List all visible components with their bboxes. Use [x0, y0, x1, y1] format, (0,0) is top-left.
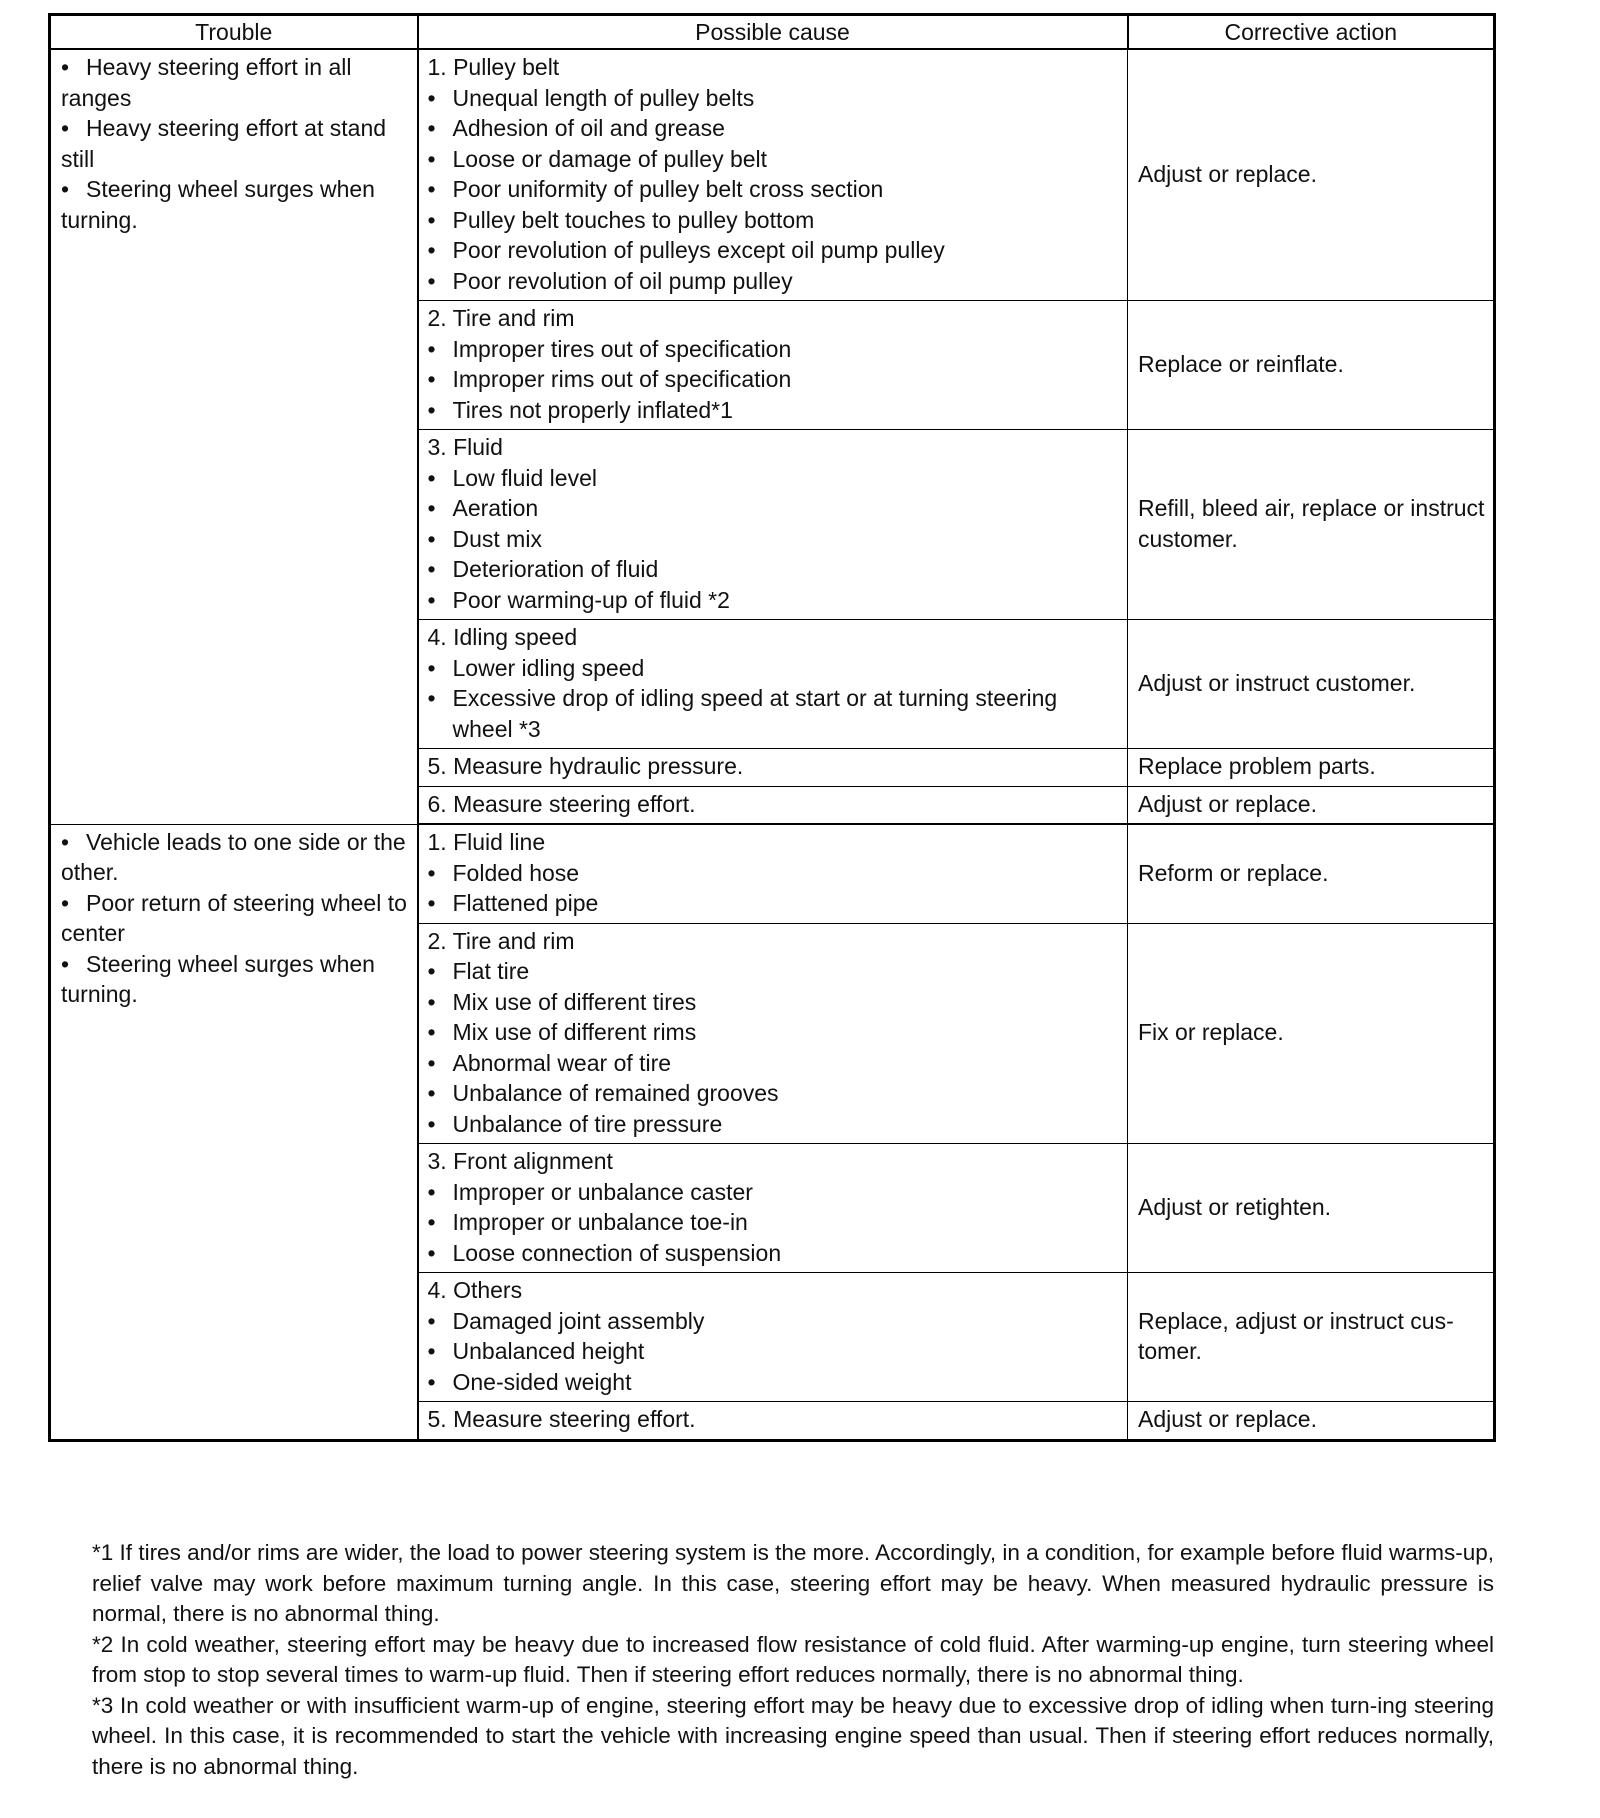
- bullet-icon: •: [427, 1239, 436, 1266]
- cause-title: 4. Others: [427, 1277, 523, 1303]
- cause-item: [428, 987, 1120, 1018]
- bullet-icon: •: [61, 115, 70, 141]
- cause-title: 3. Fluid: [427, 434, 503, 460]
- cause-item-text: Lower idling speed: [452, 654, 645, 681]
- cause-item-text: Poor uniformity of pulley belt cross section: [452, 176, 884, 202]
- cause-title: 3. Front alignment: [427, 1148, 613, 1174]
- bullet-icon: •: [61, 54, 70, 80]
- footnote: *1 If tires and/or rims are wider, the load to power steering system is the more. Accordingly, in a condition, for example before fluid warms-up, relief valve may work before maximum turning angle. In this case, steering effort may be heavy. When measured hydraulic pressure is normal, there is no abnormal thing.: [92, 1540, 1494, 1626]
- cause-item: [428, 1367, 1120, 1398]
- bullet-icon: •: [427, 1110, 436, 1137]
- corrective-action: Adjust or replace.: [1128, 1402, 1495, 1441]
- cause-item-text: Mix use of different tires: [452, 988, 697, 1015]
- cause-cell: [418, 430, 1128, 620]
- cause-cell: [418, 1144, 1128, 1273]
- corrective-action: Replace problem parts.: [1128, 749, 1495, 787]
- table-row: [50, 49, 1495, 301]
- bullet-icon: •: [427, 1049, 436, 1076]
- cause-item: [428, 1238, 1120, 1269]
- bullet-icon: •: [427, 685, 436, 711]
- cause-item: [428, 683, 1120, 744]
- cause-item: [428, 364, 1120, 395]
- bullet-icon: •: [427, 1209, 436, 1235]
- cause-item-text: Unbalanced height: [452, 1338, 645, 1364]
- cause-title: 1. Pulley belt: [427, 54, 560, 80]
- trouble-cell: [50, 49, 418, 824]
- cause-item-text: Low fluid level: [452, 464, 597, 491]
- cause-item-text: Unbalance of tire pressure: [452, 1110, 723, 1137]
- cause-title: 2. Tire and rim: [427, 305, 575, 331]
- cause-item: [428, 144, 1120, 175]
- header-corrective-action: Corrective action: [1128, 15, 1495, 50]
- cause-item: [428, 1177, 1120, 1208]
- cause-cell: [418, 301, 1128, 430]
- cause-item-text: Deterioration of fluid: [452, 556, 659, 582]
- cause-title: 1. Fluid line: [427, 829, 546, 855]
- trouble-item: [61, 174, 409, 235]
- bullet-icon: •: [61, 828, 70, 855]
- cause-item: [428, 554, 1120, 585]
- cause-item: [428, 1078, 1120, 1109]
- corrective-action: Adjust or retighten.: [1128, 1144, 1495, 1273]
- cause-item-text: Poor revolution of oil pump pulley: [452, 267, 793, 294]
- cause-item-text: Flat tire: [452, 958, 530, 984]
- corrective-action: Reform or replace.: [1128, 824, 1495, 923]
- cause-item-text: Improper rims out of specification: [452, 366, 792, 392]
- cause-item: [428, 174, 1120, 205]
- table-row: [50, 824, 1495, 923]
- cause-item-text: Loose connection of suspension: [452, 1239, 782, 1266]
- bullet-icon: •: [427, 176, 436, 202]
- trouble-text: Heavy steering effort in all ranges: [61, 54, 352, 111]
- cause-item: [428, 1207, 1120, 1238]
- bullet-icon: •: [427, 495, 436, 521]
- cause-item: [428, 1336, 1120, 1367]
- bullet-icon: •: [427, 396, 436, 423]
- cause-item-text: Loose or damage of pulley belt: [452, 145, 768, 172]
- cause-item-text: Abnormal wear of tire: [452, 1049, 672, 1076]
- bullet-icon: •: [427, 958, 436, 984]
- bullet-icon: •: [61, 176, 70, 202]
- cause-item: [428, 266, 1120, 297]
- trouble-text: Vehicle leads to one side or the other.: [61, 828, 406, 885]
- cause-item: [428, 205, 1120, 236]
- cause-cell: [418, 786, 1128, 824]
- cause-item: [428, 1109, 1120, 1140]
- cause-cell: [418, 923, 1128, 1144]
- cause-item-text: One-sided weight: [452, 1368, 632, 1395]
- cause-item: [428, 585, 1120, 616]
- cause-item: [428, 1306, 1120, 1337]
- cause-title: 4. Idling speed: [427, 624, 578, 650]
- bullet-icon: •: [427, 464, 436, 491]
- bullet-icon: •: [427, 115, 436, 141]
- cause-item: [428, 113, 1120, 144]
- trouble-text: Poor return of steering wheel to center: [61, 889, 407, 946]
- table-body: [50, 49, 1495, 1440]
- footnote: *3 In cold weather or with insufficient warm-up of engine, steering effort may be heavy due to excessive drop of idling when turn-ing steering wheel. In this case, it is recommended to start the vehicle with increasing engine speed than usual. Then if steering effort reduces normally, there is no abnormal thing.: [92, 1692, 1494, 1779]
- cause-item: [428, 463, 1120, 494]
- cause-item: [428, 395, 1120, 426]
- cause-item-text: Improper or unbalance caster: [452, 1178, 753, 1205]
- cause-item-text: Poor warming-up of fluid *2: [452, 586, 730, 613]
- cause-item: [428, 83, 1120, 114]
- cause-title: 5. Measure steering effort.: [427, 1406, 696, 1432]
- header-row: [50, 15, 1495, 50]
- cause-item-text: Excessive drop of idling speed at start or at turning steering wheel *3: [452, 685, 1058, 742]
- cause-item-text: Pulley belt touches to pulley bottom: [452, 206, 815, 233]
- cause-title: 2. Tire and rim: [427, 927, 575, 954]
- cause-item-text: Improper tires out of specification: [452, 335, 792, 362]
- header-possible-cause: Possible cause: [418, 15, 1128, 50]
- cause-title: 6. Measure steering effort.: [427, 790, 696, 817]
- bullet-icon: •: [427, 335, 436, 362]
- bullet-icon: •: [427, 988, 436, 1015]
- cause-item-text: Flattened pipe: [452, 890, 599, 916]
- bullet-icon: •: [427, 556, 436, 582]
- bullet-icon: •: [427, 84, 436, 111]
- header-trouble: Trouble: [50, 15, 418, 50]
- cause-item-text: Adhesion of oil and grease: [452, 115, 725, 141]
- cause-item-text: Mix use of different rims: [452, 1019, 697, 1045]
- cause-item-text: Poor revolution of pulleys except oil pump pulley: [452, 237, 945, 263]
- cause-item: [428, 1048, 1120, 1079]
- cause-item-text: Tires not properly inflated*1: [452, 396, 733, 423]
- corrective-action: Replace, adjust or instruct cus-tomer.: [1128, 1273, 1495, 1402]
- bullet-icon: •: [427, 267, 436, 294]
- cause-cell: [418, 620, 1128, 749]
- corrective-action: Adjust or instruct customer.: [1128, 620, 1495, 749]
- cause-item: [428, 653, 1120, 684]
- trouble-item: [61, 888, 409, 949]
- trouble-item: [61, 949, 409, 1010]
- bullet-icon: •: [427, 525, 436, 552]
- cause-item: [428, 524, 1120, 555]
- bullet-icon: •: [427, 1368, 436, 1395]
- corrective-action: Refill, bleed air, replace or instruct customer.: [1128, 430, 1495, 620]
- bullet-icon: •: [427, 366, 436, 392]
- footnote: *2 In cold weather, steering effort may be heavy due to increased flow resistance of cold fluid. After warming-up engine, turn steering wheel from stop to stop several times to warm-up fluid. Then if steering effort reduces normally, there is no abnormal thing.: [92, 1631, 1494, 1687]
- trouble-text: Heavy steering effort at stand still: [61, 115, 387, 172]
- corrective-action: Adjust or replace.: [1128, 49, 1495, 301]
- cause-item-text: Aeration: [452, 495, 539, 521]
- bullet-icon: •: [427, 1080, 436, 1106]
- cause-item: [428, 334, 1120, 365]
- cause-item: [428, 858, 1120, 889]
- bullet-icon: •: [427, 654, 436, 681]
- bullet-icon: •: [427, 1338, 436, 1364]
- cause-item-text: Dust mix: [452, 525, 542, 552]
- cause-item: [428, 956, 1120, 987]
- trouble-item: [61, 827, 409, 888]
- bullet-icon: •: [427, 859, 436, 886]
- cause-item: [428, 888, 1120, 919]
- cause-item-text: Improper or unbalance toe-in: [452, 1209, 748, 1235]
- bullet-icon: •: [427, 1307, 436, 1334]
- cause-item: [428, 1017, 1120, 1048]
- trouble-item: [61, 52, 409, 113]
- cause-cell: [418, 1273, 1128, 1402]
- cause-cell: [418, 749, 1128, 787]
- bullet-icon: •: [61, 950, 70, 977]
- cause-item: [428, 493, 1120, 524]
- cause-item-text: Damaged joint assembly: [452, 1307, 705, 1334]
- cause-cell: [418, 49, 1128, 301]
- bullet-icon: •: [61, 889, 70, 916]
- cause-cell: [418, 824, 1128, 923]
- bullet-icon: •: [427, 890, 436, 916]
- footnotes: [92, 1538, 1494, 1782]
- troubleshooting-table: [48, 13, 1496, 1442]
- trouble-text: Steering wheel surges when turning.: [61, 950, 375, 1007]
- cause-cell: [418, 1402, 1128, 1441]
- bullet-icon: •: [427, 586, 436, 613]
- cause-item-text: Unbalance of remained grooves: [452, 1080, 779, 1106]
- cause-item-text: Unequal length of pulley belts: [452, 84, 755, 111]
- cause-item-text: Folded hose: [452, 859, 580, 886]
- bullet-icon: •: [427, 145, 436, 172]
- cause-item: [428, 235, 1120, 266]
- bullet-icon: •: [427, 237, 436, 263]
- bullet-icon: •: [427, 1019, 436, 1045]
- trouble-text: Steering wheel surges when turning.: [61, 176, 375, 233]
- cause-title: 5. Measure hydraulic pressure.: [427, 753, 744, 779]
- corrective-action: Replace or reinflate.: [1128, 301, 1495, 430]
- bullet-icon: •: [427, 206, 436, 233]
- corrective-action: Adjust or replace.: [1128, 786, 1495, 824]
- trouble-cell: [50, 824, 418, 1440]
- corrective-action: Fix or replace.: [1128, 923, 1495, 1144]
- bullet-icon: •: [427, 1178, 436, 1205]
- trouble-item: [61, 113, 409, 174]
